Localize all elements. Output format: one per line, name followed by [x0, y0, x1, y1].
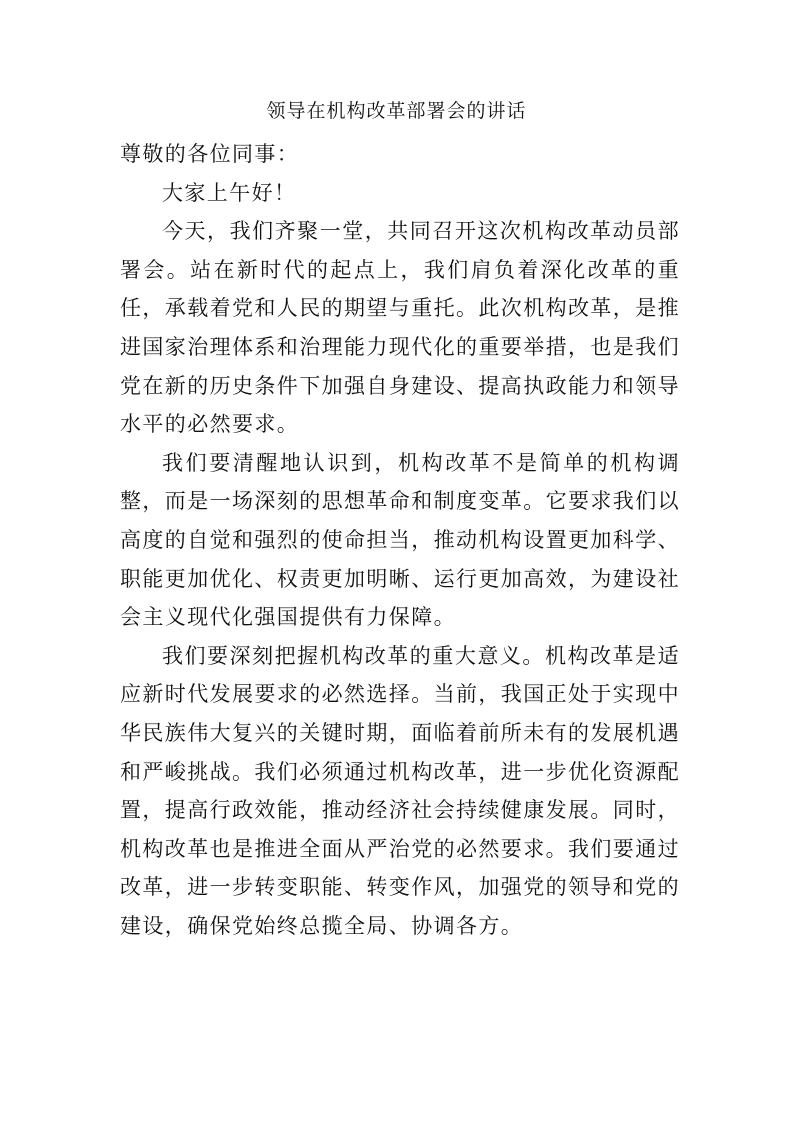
paragraph-opening: 今天，我们齐聚一堂，共同召开这次机构改革动员部署会。站在新时代的起点上，我们肩负着深化改革的重任，承载着党和人民的期望与重托。此次机构改革，是推进国家治理体系和治理能力现代化的重要举措，也是我们党在新的历史条件下加强自身建设、提高执政能力和领导水平的必然要求。: [120, 219, 680, 437]
salutation: 尊敬的各位同事：: [120, 142, 300, 166]
paragraph-understanding: 我们要清醒地认识到，机构改革不是简单的机构调整，而是一场深刻的思想革命和制度变革。它要求我们以高度的自觉和强烈的使命担当，推动机构设置更加科学、职能更加优化、权责更加明晰、运行更加高效，为建设社会主义现代化强国提供有力保障。: [120, 450, 680, 630]
paragraph-significance: 我们要深刻把握机构改革的重大意义。机构改革是适应新时代发展要求的必然选择。当前，我国正处于实现中华民族伟大复兴的关键时期，面临着前所未有的发展机遇和严峻挑战。我们必须通过机构改革，进一步优化资源配置，提高行政效能，推动经济社会持续健康发展。同时，机构改革也是推进全面从严治党的必然要求。我们要通过改革，进一步转变职能、转变作风，加强党的领导和党的建设，确保党始终总揽全局、协调各方。: [120, 643, 680, 938]
document-body: [120, 135, 680, 945]
paragraph-greeting: 大家上午好！: [162, 180, 297, 205]
document-title: 领导在机构改革部署会的讲话: [266, 100, 527, 122]
